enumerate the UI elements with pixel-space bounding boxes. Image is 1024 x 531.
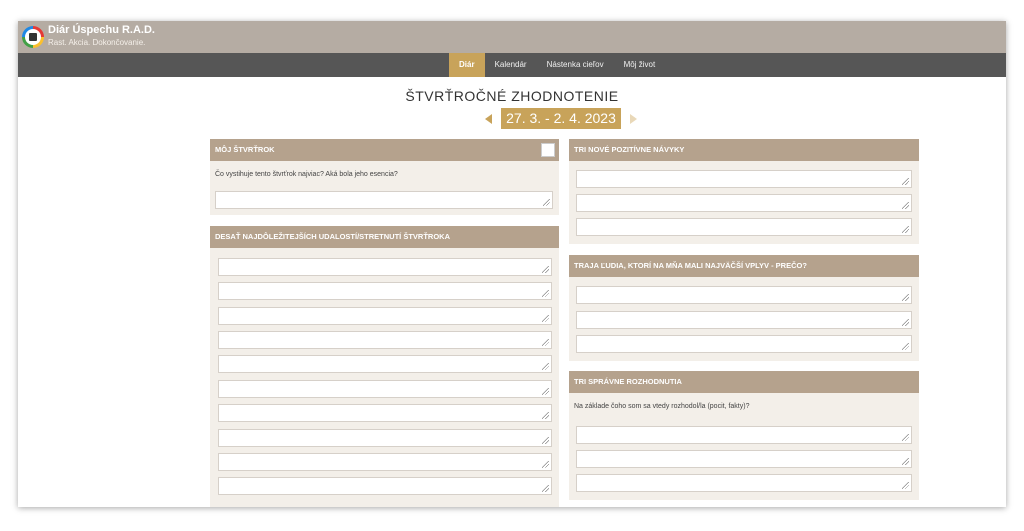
panel-title: MÔJ ŠTVRŤROK: [215, 145, 275, 154]
habit-input-3[interactable]: [576, 218, 912, 236]
date-range: 27. 3. - 2. 4. 2023: [501, 108, 621, 129]
panel-desat-udalosti: [210, 226, 559, 507]
event-input-10[interactable]: [218, 477, 552, 495]
nav-item-diar[interactable]: Diár: [449, 53, 485, 77]
decision-input-1[interactable]: [576, 426, 912, 444]
app-subtitle: Rast. Akcia. Dokončovanie.: [48, 38, 146, 47]
habit-input-1[interactable]: [576, 170, 912, 188]
event-input-6[interactable]: [218, 380, 552, 398]
logo-icon: [22, 26, 44, 48]
panel-traja-ludia: [569, 255, 919, 361]
prev-arrow-icon[interactable]: [485, 114, 492, 124]
panel-header: [210, 139, 559, 161]
next-arrow-icon[interactable]: [630, 114, 637, 124]
person-input-2[interactable]: [576, 311, 912, 329]
decision-input-3[interactable]: [576, 474, 912, 492]
event-input-4[interactable]: [218, 331, 552, 349]
habit-input-2[interactable]: [576, 194, 912, 212]
main-nav: [18, 53, 1006, 77]
nav-item-kalendar[interactable]: Kalendár: [494, 60, 527, 69]
date-navigator: [18, 108, 1006, 130]
app-window: [18, 21, 1006, 507]
panel-title: TRAJA ĽUDIA, KTORÍ NA MŇA MALI NAJVÄČŠÍ VPLYV - PREČO?: [574, 261, 807, 270]
panel-tri-navyky: [569, 139, 919, 244]
panel-title: TRI NOVÉ POZITÍVNE NÁVYKY: [574, 145, 685, 154]
essence-input[interactable]: [215, 191, 553, 209]
event-input-1[interactable]: [218, 258, 552, 276]
person-input-1[interactable]: [576, 286, 912, 304]
panel-header: [569, 255, 919, 277]
panel-checkbox[interactable]: [541, 143, 555, 157]
person-input-3[interactable]: [576, 335, 912, 353]
nav-item-moj-zivot[interactable]: Môj život: [623, 60, 656, 69]
panel-moj-stvrtrok: [210, 139, 559, 215]
event-input-5[interactable]: [218, 355, 552, 373]
panel-header: [569, 371, 919, 393]
page-title: ŠTVRŤROČNÉ ZHODNOTENIE: [405, 88, 619, 104]
event-input-7[interactable]: [218, 404, 552, 422]
event-input-8[interactable]: [218, 429, 552, 447]
panel-header: [569, 139, 919, 161]
panel-question: Čo vystihuje tento štvrťrok najviac? Aká bola jeho esencia?: [215, 171, 398, 178]
event-input-9[interactable]: [218, 453, 552, 471]
app-header: [18, 21, 1006, 53]
panel-tri-rozhodnutia: [569, 371, 919, 500]
panel-title: TRI SPRÁVNE ROZHODNUTIA: [574, 377, 682, 386]
app-title: Diár Úspechu R.A.D.: [48, 24, 155, 36]
event-input-3[interactable]: [218, 307, 552, 325]
panel-question: Na základe čoho som sa vtedy rozhodol/la (pocit, fakty)?: [574, 403, 750, 410]
decision-input-2[interactable]: [576, 450, 912, 468]
panel-title: DESAŤ NAJDÔLEŽITEJŠÍCH UDALOSTÍ/STRETNUTÍ ŠTVRŤROKA: [215, 232, 451, 241]
nav-item-nastenka[interactable]: Nástenka cieľov: [546, 60, 604, 69]
panel-header: [210, 226, 559, 248]
event-input-2[interactable]: [218, 282, 552, 300]
